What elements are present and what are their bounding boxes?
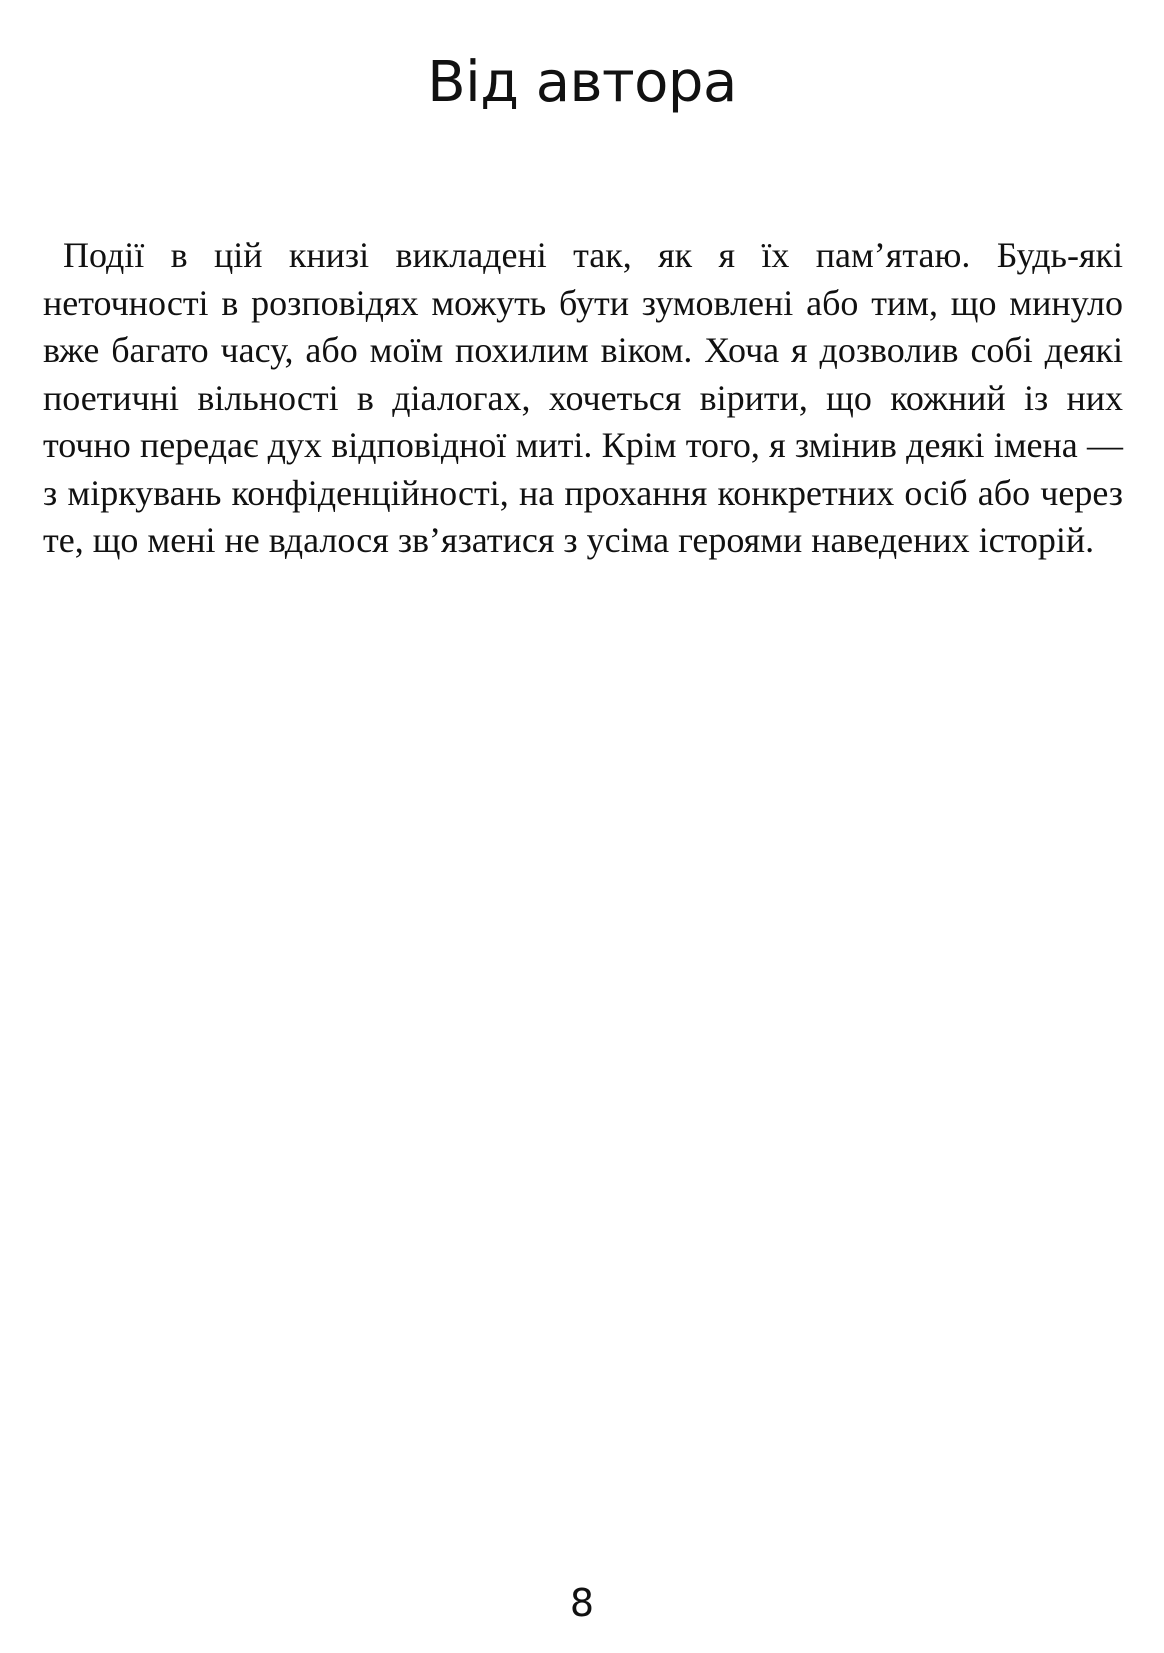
chapter-title: Від автора	[427, 50, 737, 115]
page-number: 8	[569, 1581, 595, 1625]
body-paragraph: Події в цій книзі викладені так, як я їх пам’ятаю. Будь-які неточності в розповідях можуть бути зумовлені або тим, що минуло вже багато часу, або моїм похилим віком. Хоча я дозволив собі деякі поетичні вільності в діалогах, хочеться вірити, що кожний із них точно передає дух відповідної миті. Крім того, я змінив деякі імена — з міркувань конфіденційності, на прохання конкретних осіб або через те, що мені не вдалося зв’язатися з усіма героями наведених історій.	[43, 235, 1123, 560]
